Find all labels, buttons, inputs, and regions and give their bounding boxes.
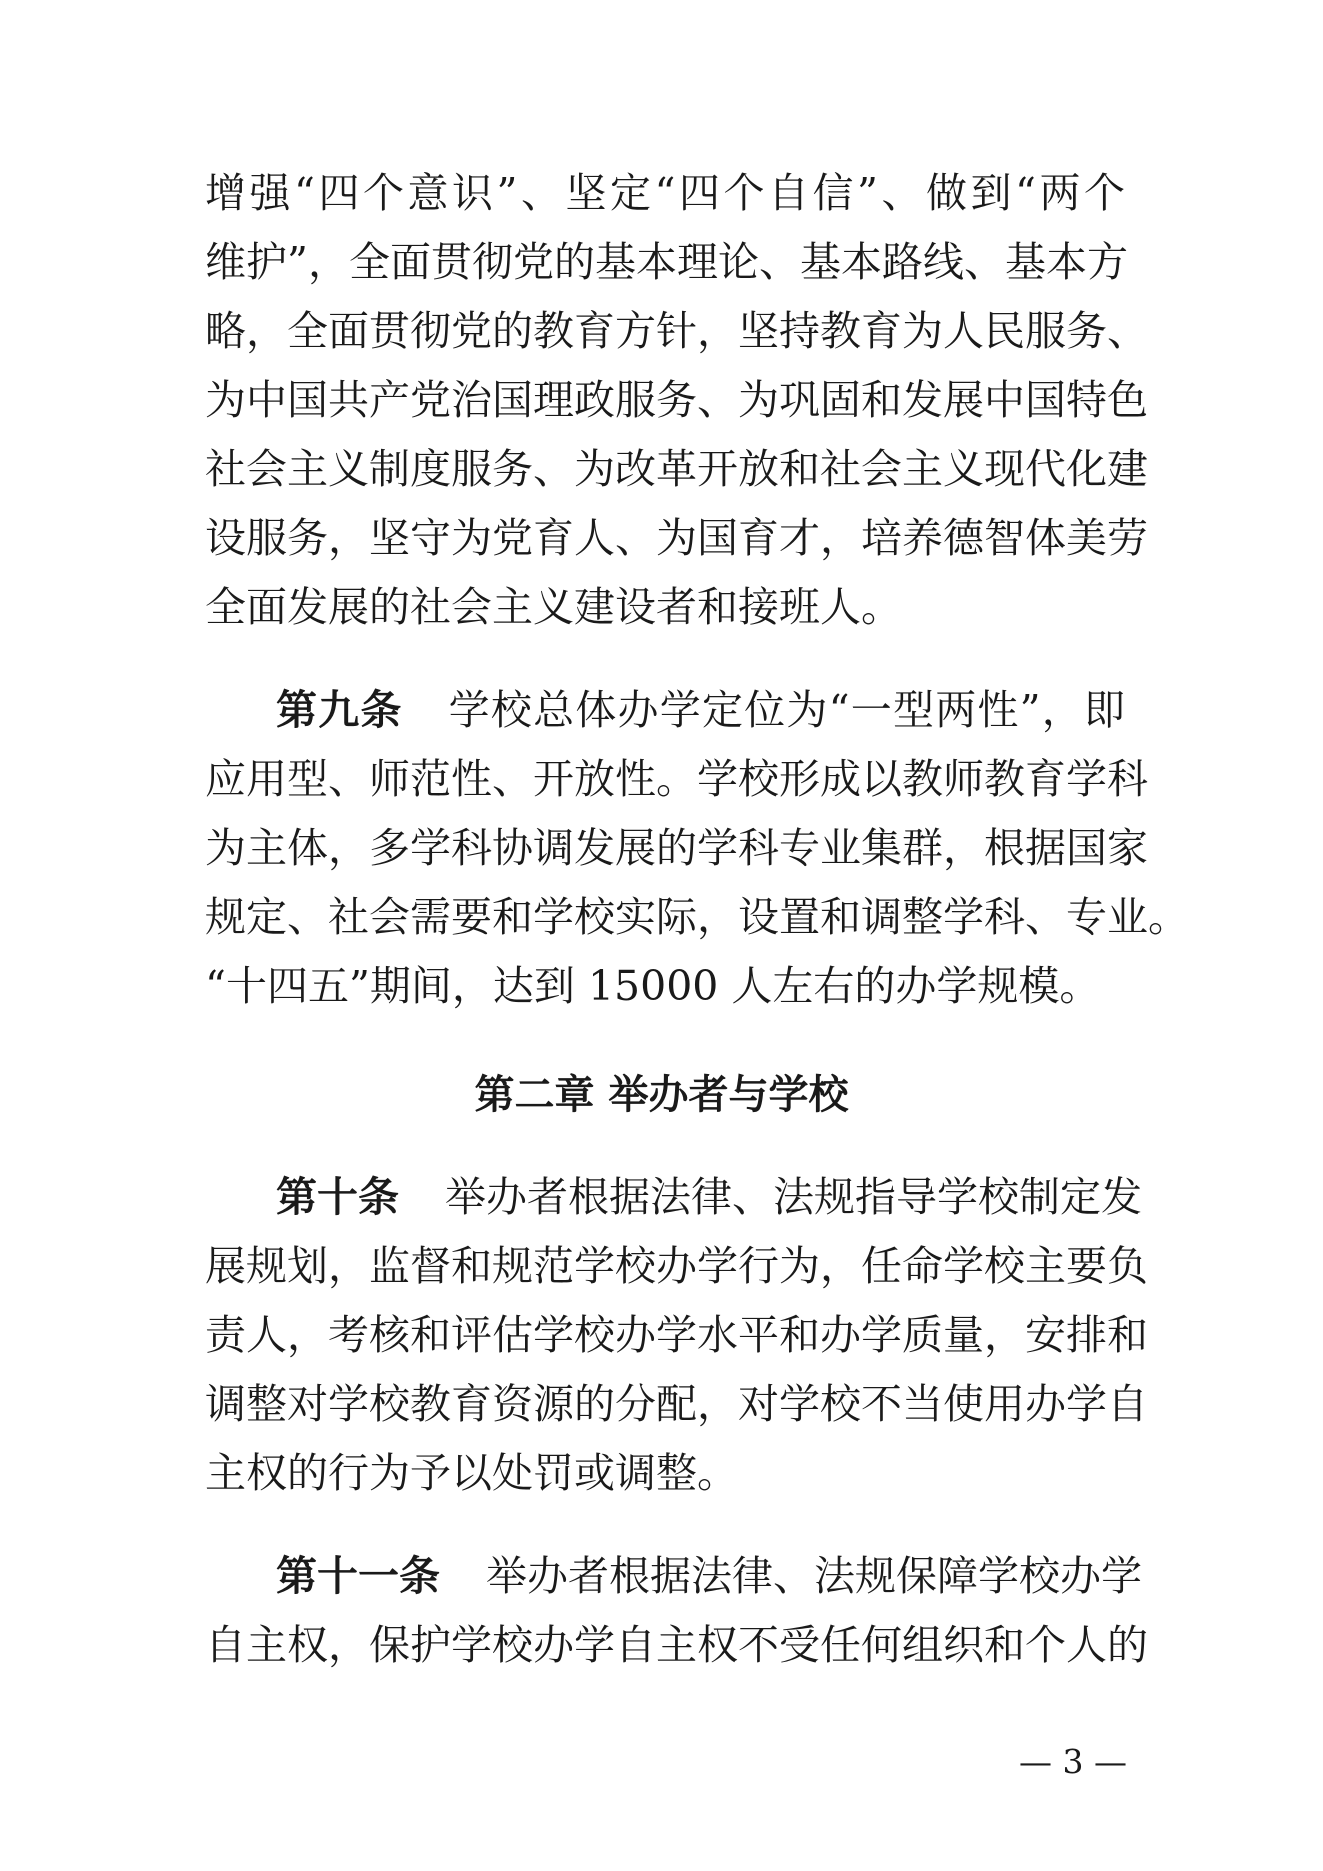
paragraph-line: 为中国共产党治国理政服务、为巩固和发展中国特色 (205, 376, 1148, 424)
paragraph-line: 设服务，坚守为党育人、为国育才，培养德智体美劳 (205, 514, 1148, 562)
paragraph-line: 增强“四个意识”、坚定“四个自信”、做到“两个 (205, 169, 1125, 217)
paragraph-line: 社会主义制度服务、为改革开放和社会主义现代化建 (205, 445, 1148, 493)
paragraph-line: “十四五”期间，达到 15000 人左右的办学规模。 (205, 962, 1101, 1010)
page-number: — 3 — (1019, 1742, 1127, 1781)
article-first-line (276, 683, 1125, 737)
paragraph-line: 为主体，多学科协调发展的学科专业集群，根据国家 (205, 824, 1148, 872)
chapter-title: 第二章 举办者与学校 (474, 1072, 849, 1118)
article-text: 举办者根据法律、法规指导学校制定发 (445, 1173, 1142, 1221)
article-label: 第十一条 (276, 1552, 440, 1600)
article-first-line (276, 1170, 1142, 1224)
paragraph-line: 略，全面贯彻党的教育方针，坚持教育为人民服务、 (205, 307, 1148, 355)
paragraph-line: 展规划，监督和规范学校办学行为，任命学校主要负 (205, 1242, 1148, 1290)
paragraph-line: 主权的行为予以处罚或调整。 (205, 1449, 738, 1497)
article-text: 学校总体办学定位为“一型两性”，即 (448, 686, 1126, 734)
paragraph-line: 规定、社会需要和学校实际，设置和调整学科、专业。 (205, 893, 1189, 941)
article-label: 第十条 (276, 1173, 399, 1221)
paragraph-line: 应用型、师范性、开放性。学校形成以教师教育学科 (205, 755, 1148, 803)
article-label: 第九条 (276, 686, 403, 734)
paragraph-line: 自主权，保护学校办学自主权不受任何组织和个人的 (205, 1621, 1148, 1669)
paragraph-line: 责人，考核和评估学校办学水平和办学质量，安排和 (205, 1311, 1148, 1359)
paragraph-line: 维护”，全面贯彻党的基本理论、基本路线、基本方 (205, 238, 1128, 286)
paragraph-line: 调整对学校教育资源的分配，对学校不当使用办学自 (205, 1380, 1148, 1428)
article-first-line (276, 1549, 1142, 1603)
paragraph-line: 全面发展的社会主义建设者和接班人。 (205, 583, 902, 631)
article-text: 举办者根据法律、法规保障学校办学 (486, 1552, 1142, 1600)
